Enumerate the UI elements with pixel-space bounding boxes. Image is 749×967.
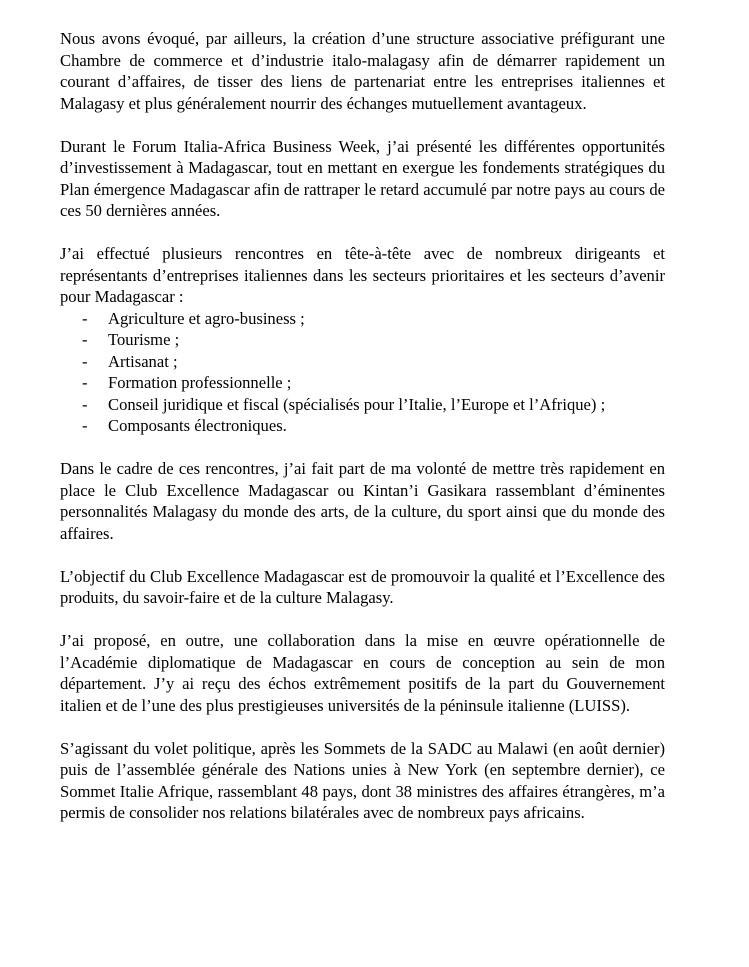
paragraph-political-summit: S’agissant du volet politique, après les Sommets de la SADC au Malawi (en août dernier) puis de l’assemblée générale des Nations unies à New York (en septembre dernier), ce Sommet Italie Afrique, rassemblant 48 pays, dont 38 ministres des affaires étrangères, m’a permis de consolider nos relations bilatérales avec de nombreux pays africains. (60, 738, 665, 822)
list-item (60, 351, 665, 373)
list-item (60, 308, 665, 330)
paragraph-club-objective: L’objectif du Club Excellence Madagascar est de promouvoir la qualité et l’Excellence des produits, du savoir-faire et de la culture Malagasy. (60, 566, 665, 607)
paragraph-club-excellence: Dans le cadre de ces rencontres, j’ai fait part de ma volonté de mettre très rapidement en place le Club Excellence Madagascar ou Kintan’i Gasikara rassemblant d’éminentes personnalités Malagasy du monde des arts, de la culture, du sport ainsi que du monde des affaires. (60, 459, 665, 543)
document-body (60, 28, 665, 845)
list-item-text: Tourisme ; (108, 330, 180, 349)
list-item (60, 329, 665, 351)
bullet-dash: - (82, 373, 88, 392)
list-item (60, 415, 665, 437)
bullet-dash: - (82, 416, 88, 435)
list-item (60, 394, 665, 416)
bullet-dash: - (82, 351, 88, 371)
list-item-text: Agriculture et agro-business ; (108, 308, 305, 328)
list-item (60, 372, 665, 394)
bullet-dash: - (82, 394, 88, 414)
paragraph-business-week: Durant le Forum Italia-Africa Business Week, j’ai présenté les différentes opportunités d’investissement à Madagascar, tout en mettant en exergue les fondements stratégiques du Plan émergence Madagascar afin de rattraper le retard accumulé par notre pays au cours de ces 50 dernières années. (60, 136, 665, 220)
paragraph-meetings-intro: J’ai effectué plusieurs rencontres en tête-à-tête avec de nombreux dirigeants et représentants d’entreprises italiennes dans les secteurs prioritaires et les secteurs d’avenir pour Madagascar : (60, 244, 665, 306)
list-item-text: Artisanat ; (108, 351, 178, 371)
list-item-text: Formation professionnelle ; (108, 373, 292, 392)
paragraph-chamber-of-commerce: Nous avons évoqué, par ailleurs, la création d’une structure associative préfigurant une Chambre de commerce et d’industrie italo-malagasy afin de démarrer rapidement un courant d’affaires, de tisser des liens de partenariat entre les entreprises italiennes et Malagasy et plus généralement nourrir des échanges mutuellement avantageux. (60, 29, 665, 113)
list-item-text: Conseil juridique et fiscal (spécialisés pour l’Italie, l’Europe et l’Afrique) ; (108, 394, 606, 414)
bullet-dash: - (82, 330, 88, 349)
paragraph-diplomatic-academy: J’ai proposé, en outre, une collaboration dans la mise en œuvre opérationnelle de l’Académie diplomatique de Madagascar en cours de conception au sein de mon département. J’y ai reçu des échos extrêmement positifs de la part du Gouvernement italien et de l’une des plus prestigieuses universités de la péninsule italienne (LUISS). (60, 631, 665, 715)
sector-list (60, 308, 665, 437)
bullet-dash: - (82, 308, 88, 328)
list-item-text: Composants électroniques. (108, 416, 287, 435)
